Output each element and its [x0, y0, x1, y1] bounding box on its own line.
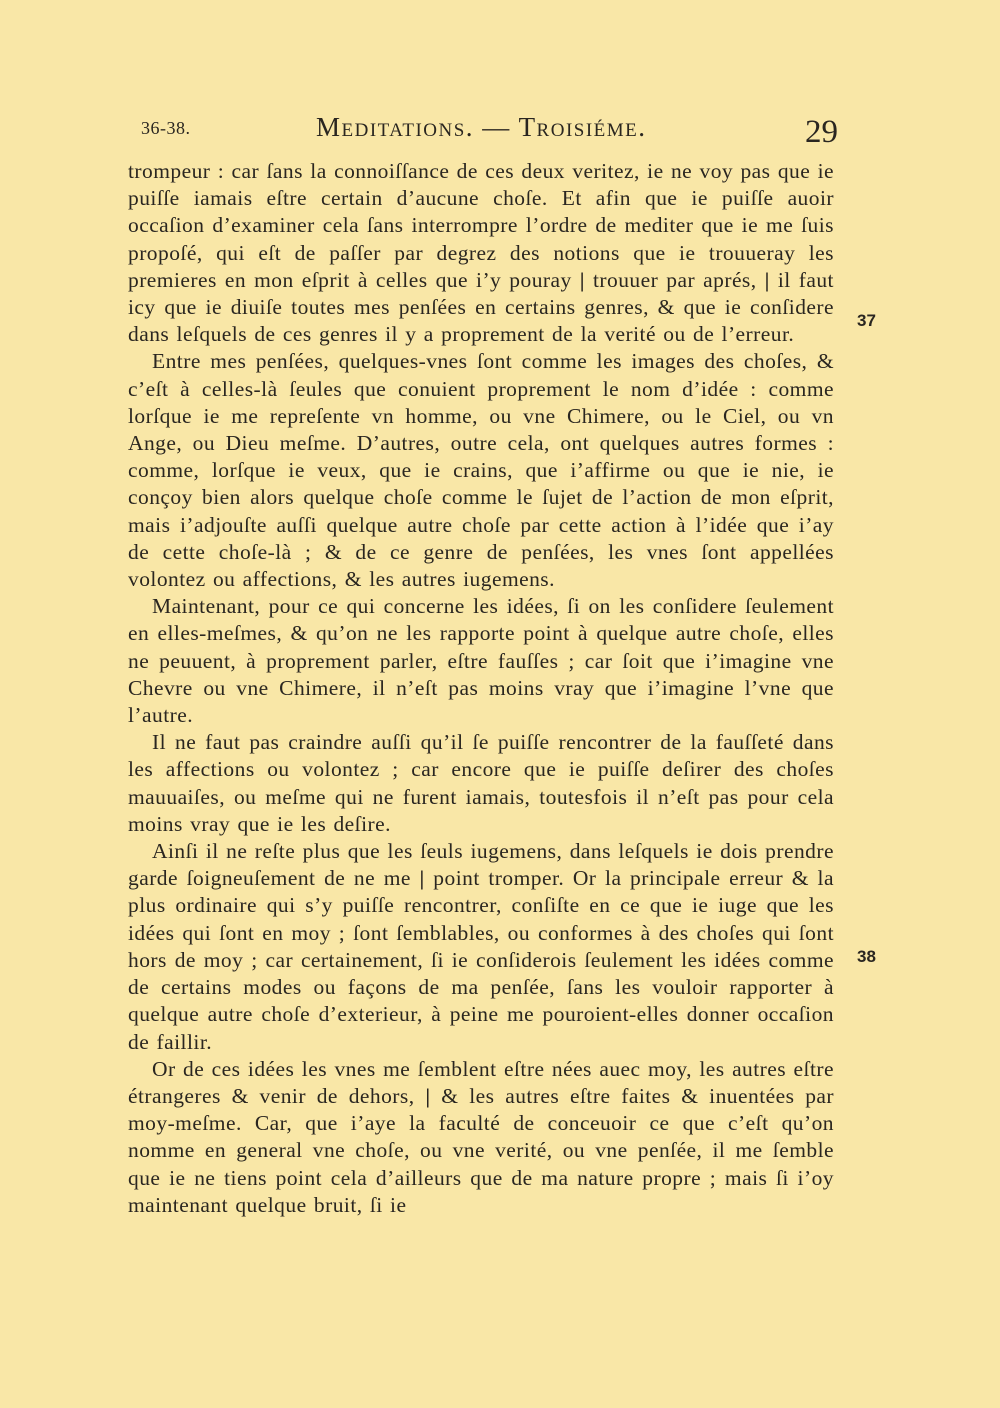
paragraph-3: Maintenant, pour ce qui concerne les idées, ſi on les conſidere ſeulement en elles-meſmes, & qu’on ne les rapporte point à quelque autre choſe, elles ne peuuent, à proprement parler, eſtre fauſſes ; car ſoit que i’imagine vne Chevre ou vne Chimere, il n’eſt pas moins vray que i’imagine l’vne que l’autre. [128, 594, 834, 728]
paragraph-1: trompeur : car ſans la connoiſſance de ces deux veritez, ie ne voy pas que ie puiſſe iamais eſtre certain d’aucune choſe. Et afin que ie puiſſe auoir occaſion d’examiner cela ſans interrompre l’ordre de mediter que ie me ſuis propoſé, qui eſt de paſſer par degrez des notions que ie trouueray les premieres en mon eſprit à celles que i’y pouray | trouuer par aprés, | il faut icy que ie diuiſe toutes mes penſées en certains genres, & que ie conſidere dans leſquels de ces genres il y a proprement de la verité ou de l’erreur. [128, 159, 834, 347]
margin-note-38: 38 [857, 947, 876, 966]
running-header [138, 112, 838, 152]
paragraph-4: Il ne faut pas craindre auſſi qu’il ſe puiſſe rencontrer de la fauſſeté dans les affections ou volontez ; car encore que ie puiſſe deſirer des choſes mauuaiſes, ou meſme qui ne furent iamais, toutesfois il n’eſt pas pour cela moins vray que ie les deſire. [128, 730, 834, 836]
paragraph-5: Ainſi il ne reſte plus que les ſeuls iugemens, dans leſquels ie dois prendre garde ſoigneuſement de ne me | point tromper. Or la principale erreur & la plus ordinaire qui s’y puiſſe rencontrer, conſiſte en ce que ie iuge que les idées qui ſont en moy ; ſont ſemblables, ou conformes à des choſes qui ſont hors de moy ; car certainement, ſi ie conſiderois ſeulement les idées comme de certains modes ou façons de ma penſée, ſans les vouloir rapporter à quelque autre choſe d’exterieur, à peine me pouroient-elles donner occaſion de faillir. [128, 839, 834, 1054]
page-break-marker: | [764, 267, 770, 292]
page-break-marker: | [419, 866, 425, 891]
body-text [128, 158, 834, 1219]
page-break-marker: | [579, 267, 585, 292]
margin-note-37: 37 [857, 311, 876, 330]
paragraph-2: Entre mes penſées, quelques-vnes ſont comme les images des choſes, & c’eſt à celles-là ſeules que conuient proprement le nom d’idée : comme lorſque ie me repreſente vn homme, ou vne Chimere, ou le Ciel, ou vn Ange, ou Dieu meſme. D’autres, outre cela, ont quelques autres formes : comme, lorſque ie veux, que ie crains, que i’affirme ou que ie nie, ie conçoy bien alors quelque choſe comme le ſujet de l’action de mon eſprit, mais i’adjouſte auſſi quelque autre choſe par cette action à l’idée que i’ay de cette choſe-là ; & de ce genre de penſées, les vnes ſont appellées volontez ou affections, & les autres iugemens. [128, 349, 834, 592]
header-title: Meditations. — Troisiéme. [316, 112, 647, 142]
page-number: 29 [805, 114, 838, 150]
page-break-marker: | [425, 1083, 431, 1108]
paragraph-6: Or de ces idées les vnes me ſemblent eſtre nées auec moy, les autres eſtre étrangeres & venir de dehors, | & les autres eſtre faites & inuentées par moy-meſme. Car, que i’aye la faculté de conceuoir ce que c’eſt qu’on nomme en general vne choſe, ou vne verité, ou vne penſée, il me ſemble que ie ne tiens point cela d’ailleurs que de ma nature propre ; mais ſi i’oy maintenant quelque bruit, ſi ie [128, 1056, 834, 1217]
header-reference: 36-38. [141, 118, 191, 138]
